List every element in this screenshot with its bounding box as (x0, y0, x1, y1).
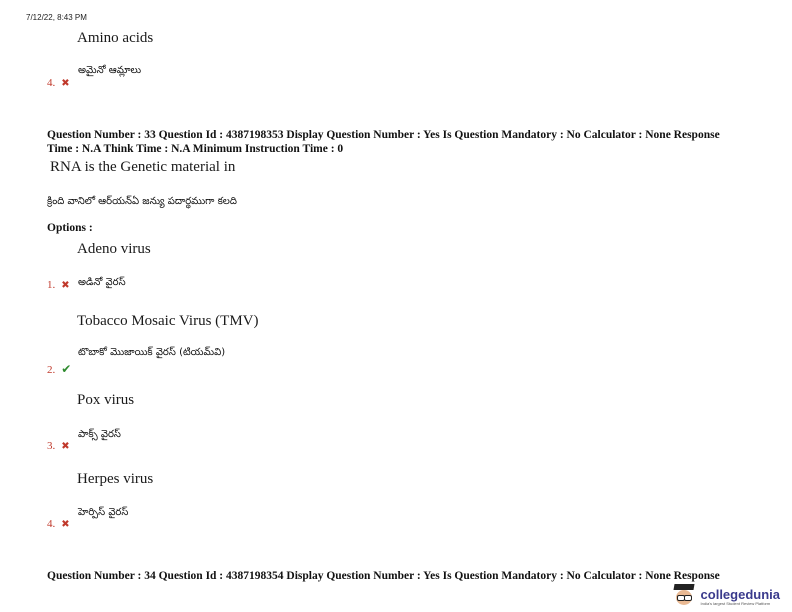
option-3-telugu: పాక్స్ వైరస్ (78, 429, 121, 440)
wrong-mark-icon: ✖ (61, 78, 70, 89)
option-number: 4. (47, 518, 56, 530)
question-text-english: RNA is the Genetic material in (50, 159, 236, 175)
option-2-telugu: టొబాకో మొజాయిక్ వైరస్ (టియమ్‌వి) (78, 347, 226, 358)
logo-name: collegedunia (700, 587, 780, 602)
question-header-line-2: Time : N.A Think Time : N.A Minimum Instruction Time : 0 (47, 143, 344, 155)
wrong-mark-icon: ✖ (61, 280, 70, 291)
question-header-line-1: Question Number : 33 Question Id : 4387198353 Display Question Number : Yes Is Question Mandatory : No Calculator : None Response (47, 129, 720, 141)
option-1-number (47, 279, 70, 291)
option-1-english: Adeno virus (77, 241, 151, 257)
logo-tagline: India's largest Student Review Platform (700, 601, 771, 606)
prev-option-4-telugu: అమైనో ఆమ్లాలు (78, 65, 142, 76)
option-3-number (47, 440, 70, 452)
correct-check-icon: ✔ (61, 362, 72, 376)
option-4-english: Herpes virus (77, 471, 154, 487)
wrong-mark-icon: ✖ (61, 519, 70, 530)
print-timestamp: 7/12/22, 8:43 PM (26, 13, 87, 22)
options-label: Options : (47, 222, 93, 234)
option-4-number (47, 518, 70, 530)
prev-option-4-english: Amino acids (77, 30, 154, 46)
next-question-header: Question Number : 34 Question Id : 4387198354 Display Question Number : Yes Is Question Mandatory : No Calculator : None Response (47, 570, 720, 582)
question-text-telugu: క్రింది వానిలో ఆర్‌యన్‌ఏ జన్యు పదార్థముగా కలది (47, 196, 237, 207)
wrong-mark-icon: ✖ (61, 441, 70, 452)
question-header (47, 128, 767, 156)
option-4-telugu: హెర్పిస్ వైరస్ (78, 507, 129, 518)
option-number: 3. (47, 440, 56, 452)
option-number: 2. (47, 364, 56, 376)
option-2-english: Tobacco Mosaic Virus (TMV) (77, 313, 259, 329)
option-3-english: Pox virus (77, 392, 135, 408)
mascot-icon (671, 588, 697, 606)
prev-option-4-number (47, 77, 70, 89)
option-1-telugu: అడినో వైరస్ (78, 277, 126, 288)
option-number: 4. (47, 77, 56, 89)
collegedunia-logo (671, 588, 780, 606)
option-number: 1. (47, 279, 56, 291)
option-2-number (47, 362, 71, 376)
